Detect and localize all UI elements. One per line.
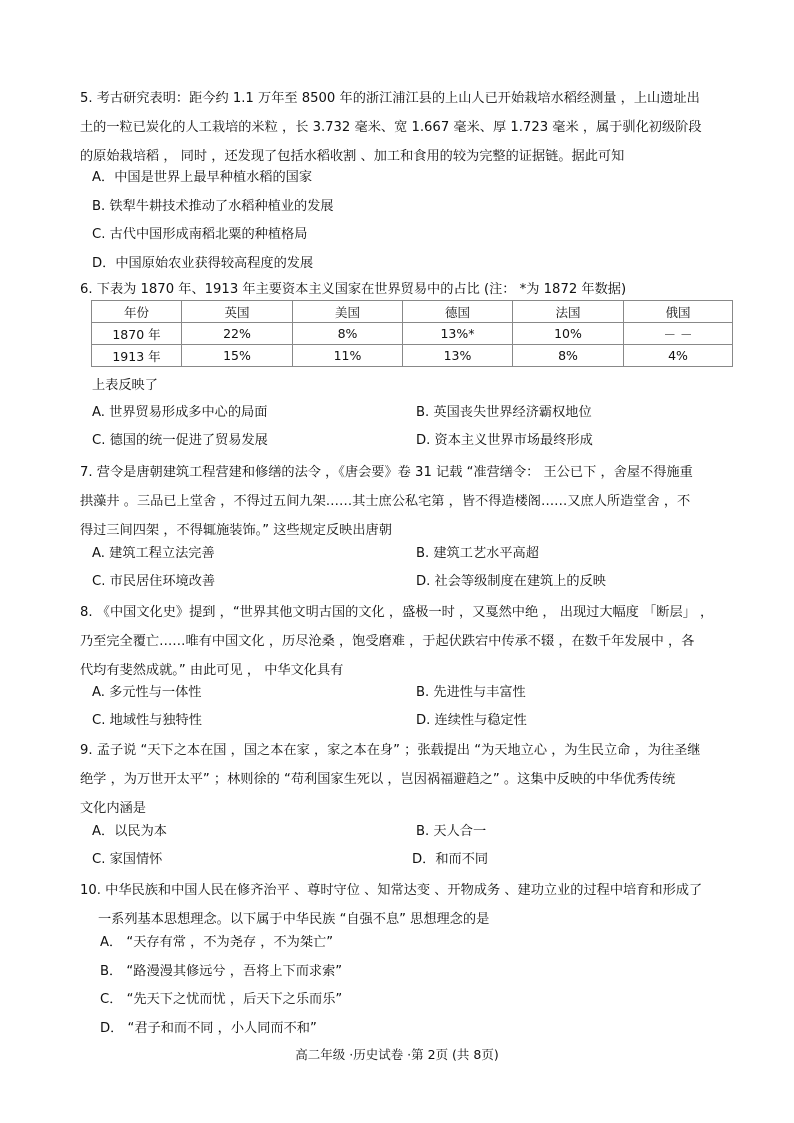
q8-option-c: C. 地域性与独特性 — [92, 713, 202, 728]
table-cell: 13% — [403, 345, 513, 367]
q5-option-d: D．中国原始农业获得较高程度的发展 — [92, 256, 314, 271]
q9-option-c: C. 家国情怀 — [92, 852, 163, 867]
table-cell: 年份 — [92, 301, 182, 323]
q5-option-c: C. 古代中国形成南稻北粟的种植格局 — [92, 227, 308, 242]
table-cell: 13%* — [403, 323, 513, 345]
q5-option-b: B. 铁犁牛耕技术推动了水稻种植业的发展 — [92, 199, 334, 214]
table-cell: 法国 — [513, 301, 624, 323]
table-cell: 8% — [513, 345, 624, 367]
stem-line: 绝学 ，为万世开太平” ；林则徐的 “苟利国家生死以 ，岂因祸福避趋之” 。这集中反映的中华优秀传统 — [80, 772, 676, 787]
q5-option-a: A．中国是世界上最早种植水稻的国家 — [92, 170, 313, 185]
table-cell: 德国 — [403, 301, 513, 323]
q6-option-b: B. 英国丧失世界经济霸权地位 — [416, 405, 592, 420]
question-7-stem — [80, 458, 730, 545]
table-row — [92, 345, 733, 367]
q6-option-a: A. 世界贸易形成多中心的局面 — [92, 405, 268, 420]
stem-line: 乃至完全覆亡……唯有中国文化 ，历尽沧桑 ，饱受磨难 ，于起伏跌宕中传承不辍 ，在数千年发展中 ，各 — [80, 634, 695, 649]
table-cell: 22% — [182, 323, 293, 345]
question-10-stem — [80, 876, 730, 934]
q6-after-table: 上表反映了 — [92, 378, 158, 393]
table-cell: 15% — [182, 345, 293, 367]
table-cell: 1913 年 — [92, 345, 182, 367]
q7-option-b: B. 建筑工艺水平高超 — [416, 546, 539, 561]
stem-line: 得过三间四架 ，不得辄施装饰。” 这些规定反映出唐朝 — [80, 523, 392, 538]
q10-option-a: A． “天存有常 ，不为尧存 ，不为桀亡” — [100, 935, 334, 950]
table-cell: 8% — [293, 323, 403, 345]
stem-line: 一系列基本思想理念。以下属于中华民族 “自强不息” 思想理念的是 — [98, 912, 490, 927]
table-cell: 美国 — [293, 301, 403, 323]
q8-option-b: B. 先进性与丰富性 — [416, 685, 526, 700]
question-8-stem — [80, 598, 730, 685]
stem-line: 8. 《中国文化史》提到 ，“世界其他文明古国的文化 ，盛极一时 ，又戛然中绝 ， 出现过大幅度 「断层」 ， — [80, 605, 714, 620]
table-cell: － － — [624, 323, 733, 345]
table-cell: 10% — [513, 323, 624, 345]
trade-share-table — [91, 300, 733, 367]
q10-option-b: B． “路漫漫其修远兮 ，吾将上下而求索” — [100, 964, 343, 979]
table-row — [92, 323, 733, 345]
table-cell: 11% — [293, 345, 403, 367]
stem-line: 10. 中华民族和中国人民在修齐治平 、尊时守位 、知常达变 、开物成务 、建功立业的过程中培育和形成了 — [80, 883, 703, 898]
q8-option-a: A. 多元性与一体性 — [92, 685, 202, 700]
q7-option-c: C. 市民居住环境改善 — [92, 574, 216, 589]
q9-option-d: D．和而不同 — [412, 852, 489, 867]
stem-line: 的原始栽培稻 ， 同时 ，还发现了包括水稻收割 、加工和食用的较为完整的证据链。据此可知 — [80, 149, 625, 164]
table-cell: 1870 年 — [92, 323, 182, 345]
q9-option-b: B. 天人合一 — [416, 824, 487, 839]
stem-line: 土的一粒已炭化的人工栽培的米粒 ，长 3.732 毫米、宽 1.667 毫米、厚 1.723 毫米 ，属于驯化初级阶段 — [80, 120, 702, 135]
table-header-row — [92, 301, 733, 323]
q7-option-d: D. 社会等级制度在建筑上的反映 — [416, 574, 606, 589]
q8-option-d: D. 连续性与稳定性 — [416, 713, 527, 728]
table-cell: 4% — [624, 345, 733, 367]
q10-option-d: D． “君子和而不同 ，小人同而不和” — [100, 1021, 317, 1036]
question-5-stem — [80, 84, 730, 171]
question-6-stem: 6. 下表为 1870 年、1913 年主要资本主义国家在世界贸易中的占比 (注： *为 1872 年数据) — [80, 282, 627, 297]
q9-option-a: A．以民为本 — [92, 824, 167, 839]
table-cell: 俄国 — [624, 301, 733, 323]
q6-option-c: C. 德国的统一促进了贸易发展 — [92, 433, 268, 448]
q6-option-d: D. 资本主义世界市场最终形成 — [416, 433, 593, 448]
stem-line: 9. 孟子说 “天下之本在国 ，国之本在家 ，家之本在身” ；张载提出 “为天地立心 ，为生民立命 ，为往圣继 — [80, 743, 701, 758]
stem-line: 代均有斐然成就。” 由此可见 ， 中华文化具有 — [80, 663, 344, 678]
stem-line: 7. 营令是唐朝建筑工程营建和修缮的法令 ，《唐会要》卷 31 记载 “准营缮令： 王公已下 ，舍屋不得施重 — [80, 465, 693, 480]
table-cell: 英国 — [182, 301, 293, 323]
stem-line: 拱藻井 。三品已上堂舍 ，不得过五间九架……其士庶公私宅第 ，皆不得造楼阁……又庶人所造堂舍 ，不 — [80, 494, 691, 509]
q10-option-c: C． “先天下之忧而忧 ，后天下之乐而乐” — [100, 992, 343, 1007]
stem-line: 文化内涵是 — [80, 801, 146, 816]
stem-line: 5. 考古研究表明：距今约 1.1 万年至 8500 年的浙江浦江县的上山人已开始栽培水稻经测量 ，上山遗址出 — [80, 91, 700, 106]
question-9-stem — [80, 736, 730, 823]
page-footer: 高二年级 ·历史试卷 ·第 2页 (共 8页) — [295, 1047, 499, 1062]
q7-option-a: A. 建筑工程立法完善 — [92, 546, 215, 561]
